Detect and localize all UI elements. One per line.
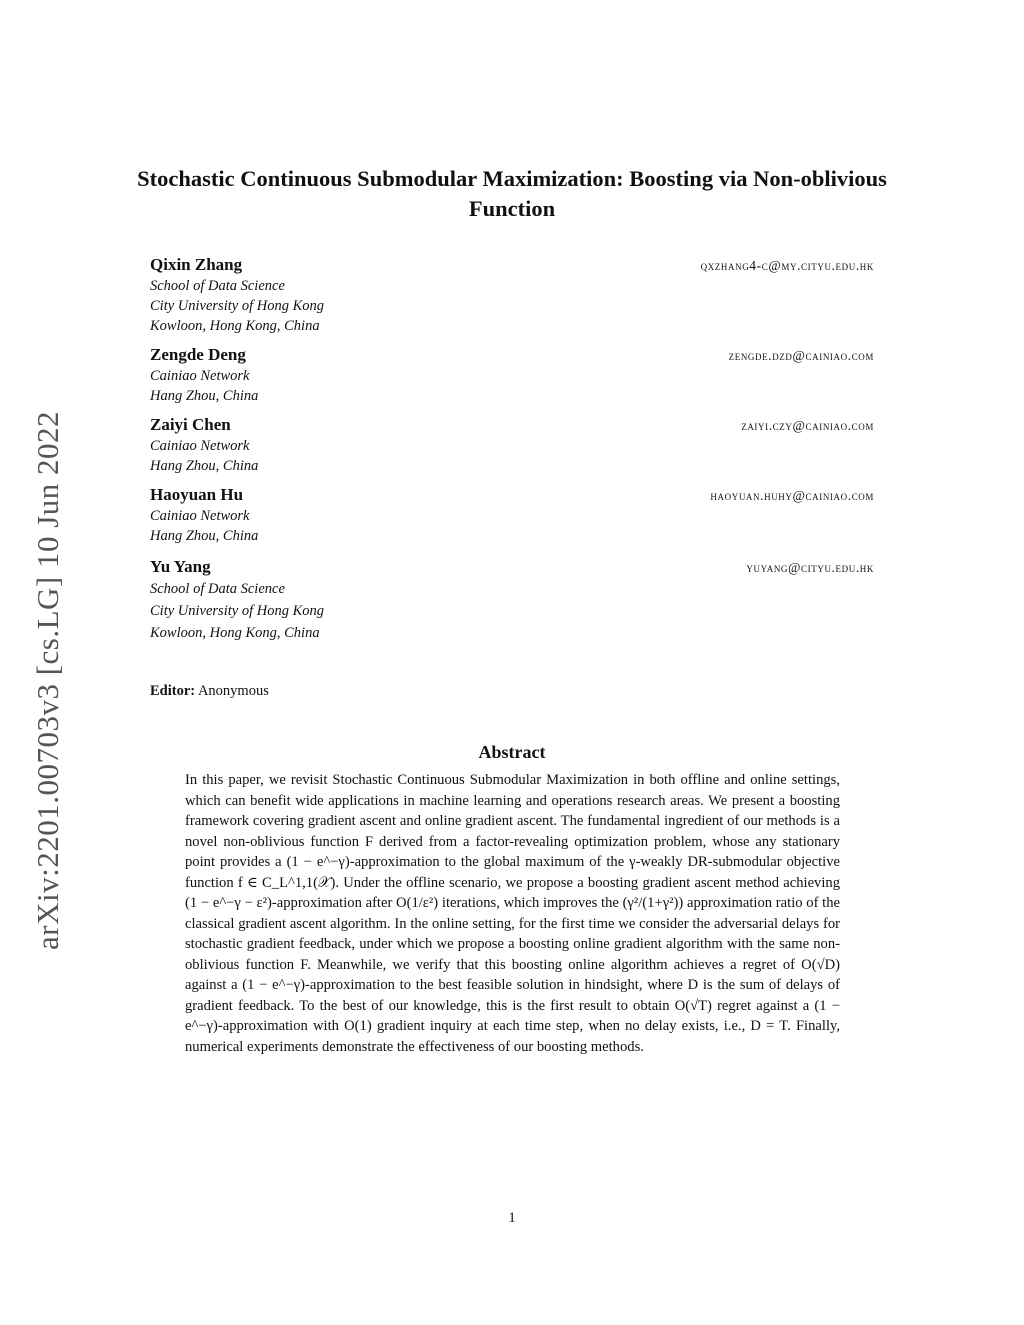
author-affiliation: Kowloon, Hong Kong, China (150, 625, 320, 641)
author-affiliation: Hang Zhou, China (150, 458, 259, 474)
author-email[interactable]: qxzhang4-c@my.cityu.edu.hk (700, 258, 874, 273)
abstract-heading: Abstract (478, 742, 546, 762)
author-affiliation: City University of Hong Kong (150, 603, 324, 619)
editor-label: Editor: (150, 683, 196, 699)
author-affiliation: Hang Zhou, China (150, 528, 259, 544)
author-name: Haoyuan Hu (150, 485, 244, 504)
author-affiliation: School of Data Science (150, 581, 285, 597)
author-block (150, 556, 874, 644)
abstract-body: In this paper, we revisit Stochastic Continuous Submodular Maximization in both offline and online settings, which can benefit wide applications in machine learning and operations research areas. We present a boosting framework covering gradient ascent and online gradient ascent. The fundamental ingredient of our methods is a novel non-oblivious function F derived from a factor-revealing optimization problem, whose any stationary point provides a (1 − e^−γ)-approximation to the global maximum of the γ-weakly DR-submodular objective function f ∈ C_L^1,1(𝒳). Under the offline scenario, we propose a boosting gradient ascent method achieving (1 − e^−γ − ε²)-approximation after O(1/ε²) iterations, which improves the (γ²/(1+γ²)) approximation ratio of the classical gradient ascent algorithm. In the online setting, for the first time we consider the adversarial delays for stochastic gradient feedback, under which we propose a boosting online gradient algorithm with the same non-oblivious function F. Meanwhile, we verify that this boosting online algorithm achieves a regret of O(√D) against a (1 − e^−γ)-approximation to the best feasible solution in hindsight, where D is the sum of delays of gradient feedback. To the best of our knowledge, this is the first result to obtain O(√T) regret against a (1 − e^−γ)-approximation with O(1) gradient inquiry at each time step, when no delay exists, i.e., D = T. Finally, numerical experiments demonstrate the effectiveness of our boosting methods. (185, 772, 840, 1055)
author-affiliation: Kowloon, Hong Kong, China (150, 318, 320, 334)
author-block (150, 344, 874, 406)
author-affiliation: Cainiao Network (150, 438, 250, 454)
paper-title: Stochastic Continuous Submodular Maximization: Boosting via Non-oblivious Function (137, 166, 887, 221)
author-affiliation: Cainiao Network (150, 368, 250, 384)
author-affiliation: School of Data Science (150, 278, 285, 294)
author-block (150, 254, 874, 336)
author-name: Zaiyi Chen (150, 415, 231, 434)
author-name: Yu Yang (150, 557, 211, 576)
author-affiliation: City University of Hong Kong (150, 298, 324, 314)
author-block (150, 484, 874, 546)
author-email[interactable]: haoyuan.huhy@cainiao.com (710, 488, 874, 503)
author-affiliation: Hang Zhou, China (150, 388, 259, 404)
arxiv-stamp: arXiv:2201.00703v3 [cs.LG] 10 Jun 2022 (30, 410, 65, 950)
author-block (150, 414, 874, 476)
page-number: 1 (508, 1210, 516, 1226)
editor-line (150, 683, 269, 700)
author-email[interactable]: zaiyi.czy@cainiao.com (741, 418, 874, 433)
author-name: Qixin Zhang (150, 255, 243, 274)
author-email[interactable]: zengde.dzd@cainiao.com (728, 348, 874, 363)
author-name: Zengde Deng (150, 345, 246, 364)
author-affiliation: Cainiao Network (150, 508, 250, 524)
author-email[interactable]: yuyang@cityu.edu.hk (746, 560, 874, 575)
editor-name: Anonymous (197, 683, 269, 699)
